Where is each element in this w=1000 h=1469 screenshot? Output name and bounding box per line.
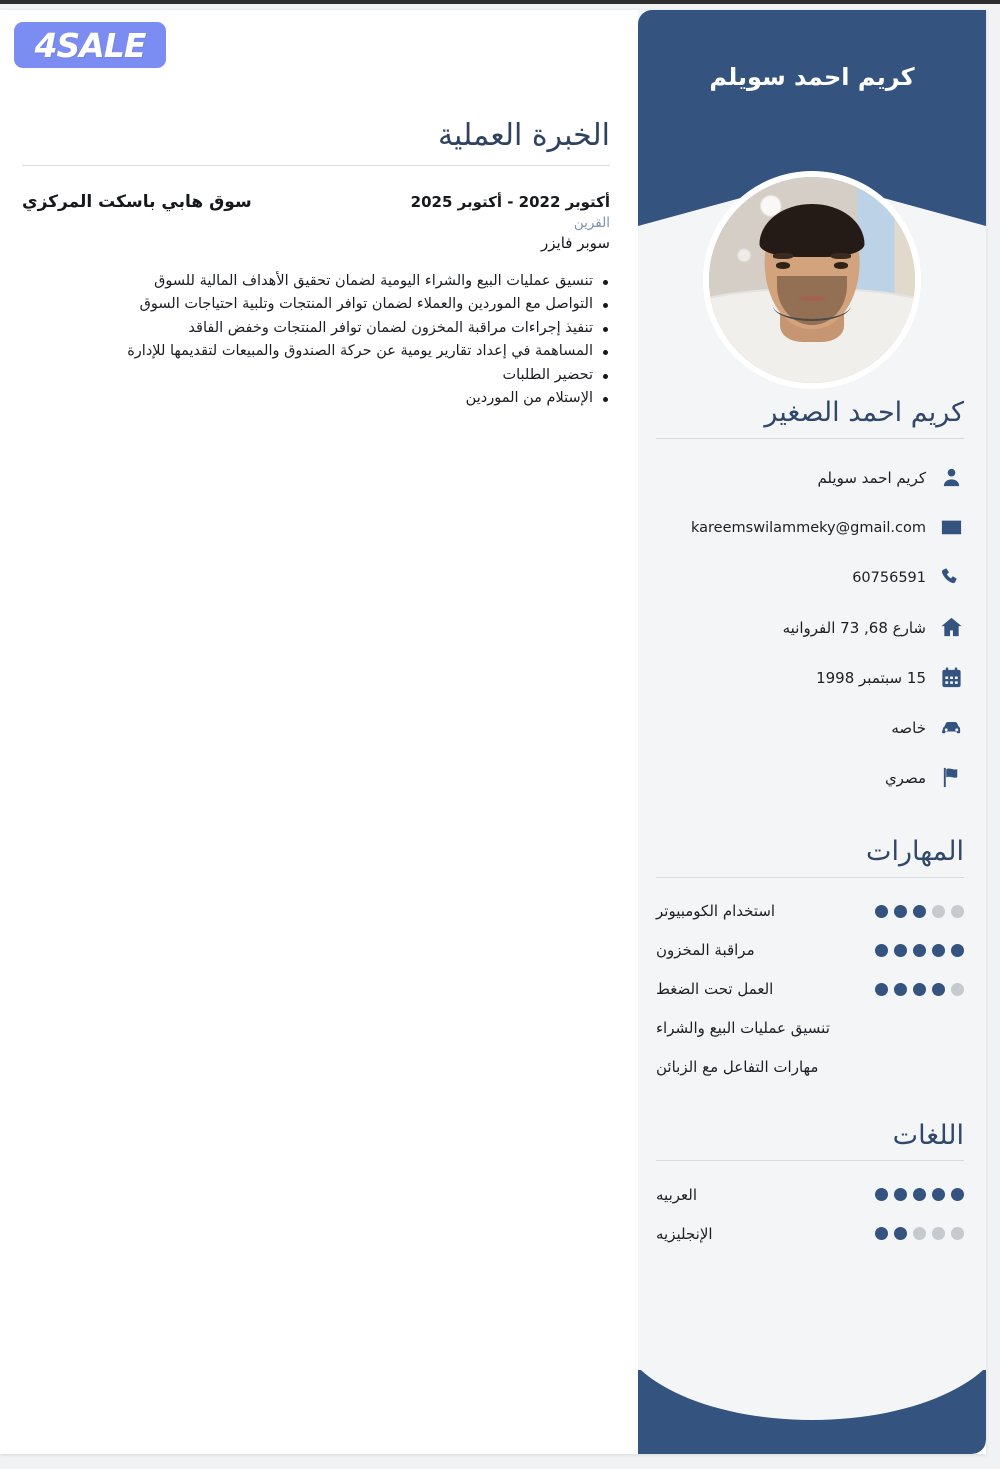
duty-item: تنفيذ إجراءات مراقبة المخزون لضمان توافر المنتجات وخفض الفاقد <box>22 317 610 340</box>
sidebar-header-name: كريم احمد سويلم <box>709 63 915 91</box>
language-rating-dots <box>875 1188 964 1201</box>
experience-duties-list <box>22 270 610 411</box>
envelope-icon <box>938 515 964 541</box>
rating-dot <box>932 1188 945 1201</box>
experience-role: سوبر فايزر <box>541 234 610 252</box>
duty-item: تنسيق عمليات البيع والشراء اليومية لضمان تحقيق الأهداف المالية للسوق <box>22 270 610 293</box>
rating-dot <box>894 983 907 996</box>
skill-rating-dots <box>875 905 964 918</box>
personal-info-divider <box>656 438 964 439</box>
skill-row <box>656 1009 964 1048</box>
rating-dot <box>875 983 888 996</box>
language-row <box>656 1175 964 1214</box>
avatar-photo <box>709 177 915 383</box>
contact-value-transport: خاصه <box>891 718 926 737</box>
skill-label: تنسيق عمليات البيع والشراء <box>656 1019 830 1037</box>
contact-value-birthdate: 15 سبتمبر 1998 <box>816 668 926 687</box>
contact-value-nationality: مصري <box>884 768 926 787</box>
language-rating-dots <box>875 1227 964 1240</box>
skills-divider <box>656 877 964 878</box>
duty-item: المساهمة في إعداد تقارير يومية عن حركة الصندوق والمبيعات لتقديمها للإدارة <box>22 340 610 363</box>
spacer <box>656 803 964 835</box>
person-icon <box>938 465 964 491</box>
rating-dot <box>951 944 964 957</box>
avatar <box>703 171 921 389</box>
document-viewport <box>0 4 1000 1469</box>
skills-list <box>656 892 964 1087</box>
foursale-watermark-logo <box>14 22 166 68</box>
rating-dot <box>913 983 926 996</box>
rating-dot <box>932 944 945 957</box>
car-icon <box>938 715 964 741</box>
rating-dot <box>951 1227 964 1240</box>
contact-row-address <box>656 603 964 653</box>
experience-section-title: الخبرة العملية <box>437 118 610 153</box>
flag-icon <box>938 765 964 791</box>
rating-dot <box>875 1227 888 1240</box>
rating-dot <box>951 1188 964 1201</box>
main-content-column <box>0 10 638 1454</box>
experience-entry-header <box>22 192 610 212</box>
foursale-logo-text: 4SALE <box>34 25 146 65</box>
contact-row-name <box>656 453 964 503</box>
rating-dot <box>932 905 945 918</box>
skill-label: مراقبة المخزون <box>656 941 755 959</box>
experience-location: القرين <box>573 215 610 231</box>
language-label: الإنجليزيه <box>656 1224 713 1243</box>
rating-dot <box>913 1188 926 1201</box>
rating-dot <box>894 1227 907 1240</box>
experience-company: سوق هابي باسكت المركزي <box>22 192 252 212</box>
skill-rating-dots <box>875 944 964 957</box>
skill-row <box>656 970 964 1009</box>
languages-divider <box>656 1160 964 1161</box>
contact-value-phone: 60756591 <box>852 569 926 586</box>
skill-label: العمل تحت الضغط <box>656 980 774 998</box>
experience-dates: أكتوبر 2022 - أكتوبر 2025 <box>410 193 610 211</box>
contact-list <box>656 453 964 803</box>
rating-dot <box>894 1188 907 1201</box>
contact-value-email: kareemswilammeky@gmail.com <box>691 519 926 536</box>
skill-row <box>656 931 964 970</box>
contact-row-email[interactable] <box>656 503 964 553</box>
duty-item: الإستلام من الموردين <box>22 387 610 410</box>
languages-heading: اللغات <box>892 1119 964 1151</box>
rating-dot <box>875 905 888 918</box>
rating-dot <box>932 983 945 996</box>
skill-label: مهارات التفاعل مع الزبائن <box>656 1058 819 1076</box>
calendar-icon <box>938 665 964 691</box>
rating-dot <box>951 983 964 996</box>
personal-info-heading: كريم احمد الصغير <box>764 397 964 428</box>
sidebar-footer-curve <box>638 1370 986 1454</box>
skill-rating-dots <box>875 983 964 996</box>
home-icon <box>938 615 964 641</box>
contact-value-address: شارع 68, 73 الفروانيه <box>782 618 926 637</box>
language-label: العربيه <box>656 1185 697 1204</box>
section-title-divider <box>22 165 610 166</box>
sidebar-column <box>638 10 986 1454</box>
contact-row-transport <box>656 703 964 753</box>
rating-dot <box>875 1188 888 1201</box>
rating-dot <box>875 944 888 957</box>
rating-dot <box>913 905 926 918</box>
contact-row-phone[interactable] <box>656 553 964 603</box>
skill-row <box>656 1048 964 1087</box>
cv-page <box>0 10 986 1454</box>
rating-dot <box>913 1227 926 1240</box>
skill-row <box>656 892 964 931</box>
experience-entry <box>22 192 610 411</box>
rating-dot <box>913 944 926 957</box>
languages-list <box>656 1175 964 1253</box>
contact-row-nationality <box>656 753 964 803</box>
rating-dot <box>951 905 964 918</box>
sidebar-body <box>638 396 986 1253</box>
rating-dot <box>894 905 907 918</box>
rating-dot <box>894 944 907 957</box>
phone-icon <box>938 565 964 591</box>
skill-label: استخدام الكومبيوتر <box>656 902 776 920</box>
duty-item: التواصل مع الموردين والعملاء لضمان توافر المنتجات وتلبية احتياجات السوق <box>22 293 610 316</box>
spacer <box>656 1087 964 1119</box>
duty-item: تحضير الطلبات <box>22 364 610 387</box>
contact-value-name: كريم احمد سويلم <box>817 468 926 487</box>
rating-dot <box>932 1227 945 1240</box>
contact-row-birthdate <box>656 653 964 703</box>
skills-heading: المهارات <box>866 835 964 867</box>
browser-top-strip <box>0 0 1000 4</box>
language-row <box>656 1214 964 1253</box>
